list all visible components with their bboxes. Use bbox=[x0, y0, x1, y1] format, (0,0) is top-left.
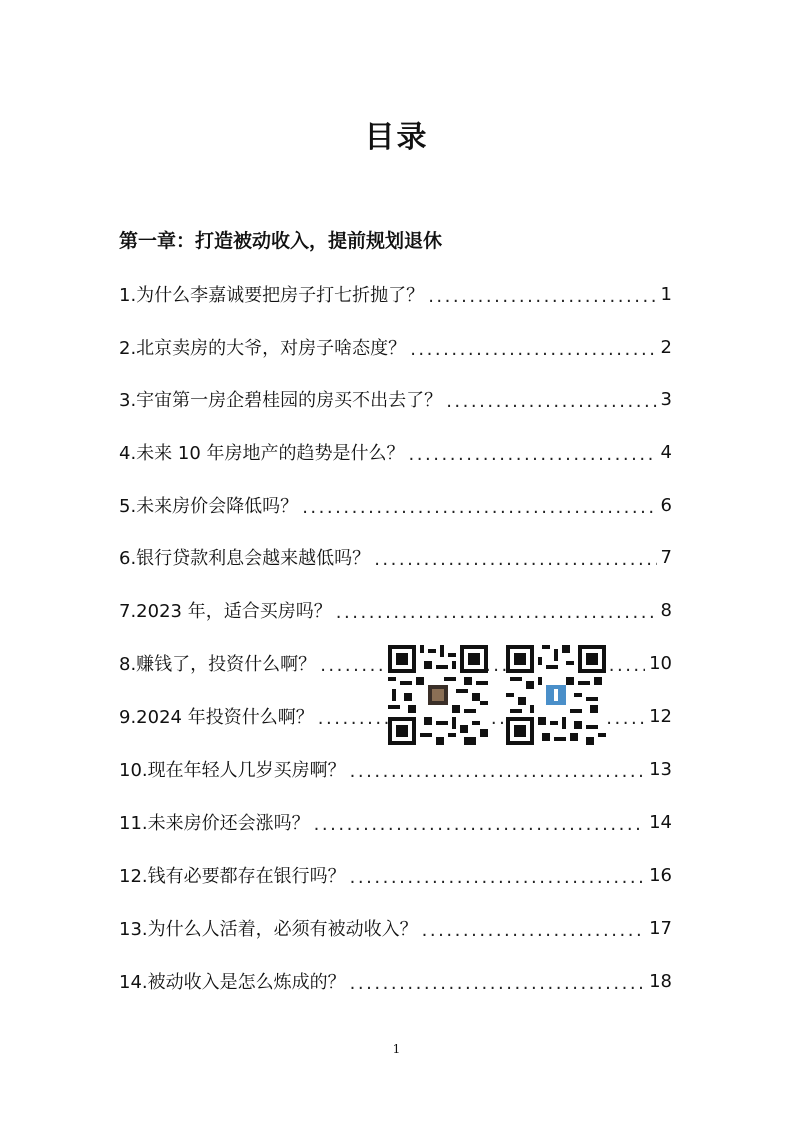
page-number: 1 bbox=[392, 1042, 401, 1056]
toc-entry-title: 9.2024 年投资什么啊？ bbox=[119, 707, 314, 728]
toc-entry[interactable] bbox=[119, 802, 672, 842]
chapter-heading: 第一章：打造被动收入，提前规划退休 bbox=[119, 230, 443, 252]
toc-entry-title: 11.未来房价还会涨吗？ bbox=[119, 813, 310, 834]
toc-leader-dots bbox=[314, 810, 645, 834]
toc-entry-title: 14.被动收入是怎么炼成的？ bbox=[119, 972, 346, 993]
toc-entry[interactable] bbox=[119, 590, 672, 630]
toc-entry[interactable] bbox=[119, 432, 672, 472]
toc-entry-page: 3 bbox=[660, 388, 672, 410]
toc-entry-page: 7 bbox=[660, 546, 672, 568]
toc-leader-dots bbox=[410, 335, 656, 359]
toc-entry-title: 4.未来 10 年房地产的趋势是什么？ bbox=[119, 443, 405, 464]
toc-entry[interactable] bbox=[119, 908, 672, 948]
toc-title: 目录 bbox=[364, 120, 429, 155]
toc-entry-title: 10.现在年轻人几岁买房啊？ bbox=[119, 760, 346, 781]
toc-entry-page: 14 bbox=[649, 811, 672, 833]
toc-entry-page: 6 bbox=[660, 494, 672, 516]
toc-entry[interactable] bbox=[119, 855, 672, 895]
qr-code-icon bbox=[506, 645, 606, 745]
toc-entry-title: 12.钱有必要都存在银行吗？ bbox=[119, 866, 346, 887]
toc-leader-dots bbox=[428, 282, 656, 306]
toc-leader-dots bbox=[302, 493, 656, 517]
toc-entry-page: 10 bbox=[649, 652, 672, 674]
toc-leader-dots bbox=[446, 387, 656, 411]
toc-leader-dots bbox=[350, 757, 645, 781]
toc-leader-dots bbox=[350, 969, 645, 993]
qr-code-icon bbox=[388, 645, 488, 745]
toc-entry-page: 4 bbox=[660, 441, 672, 463]
toc-entry-title: 7.2023 年，适合买房吗？ bbox=[119, 601, 332, 622]
toc-leader-dots bbox=[409, 440, 657, 464]
toc-entry-title: 2.北京卖房的大爷，对房子啥态度？ bbox=[119, 338, 407, 359]
toc-leader-dots bbox=[422, 916, 645, 940]
toc-entry[interactable] bbox=[119, 485, 672, 525]
toc-entry[interactable] bbox=[119, 537, 672, 577]
toc-leader-dots bbox=[350, 863, 645, 887]
toc-entry-page: 12 bbox=[649, 705, 672, 727]
toc-entry-title: 3.宇宙第一房企碧桂园的房买不出去了？ bbox=[119, 390, 443, 411]
toc-entry-page: 13 bbox=[649, 758, 672, 780]
toc-entry[interactable] bbox=[119, 379, 672, 419]
toc-entry[interactable] bbox=[119, 961, 672, 1001]
toc-entry[interactable] bbox=[119, 274, 672, 314]
toc-entry-page: 16 bbox=[649, 864, 672, 886]
toc-entry-page: 18 bbox=[649, 970, 672, 992]
toc-entry-page: 2 bbox=[660, 336, 672, 358]
toc-leader-dots bbox=[374, 545, 656, 569]
toc-entry-title: 13.为什么人活着，必须有被动收入？ bbox=[119, 919, 418, 940]
toc-entry-title: 1.为什么李嘉诚要把房子打七折抛了？ bbox=[119, 285, 425, 306]
toc-entry-page: 17 bbox=[649, 917, 672, 939]
toc-entry-title: 8.赚钱了，投资什么啊？ bbox=[119, 654, 317, 675]
toc-entry-title: 6.银行贷款利息会越来越低吗？ bbox=[119, 548, 371, 569]
toc-entry-title: 5.未来房价会降低吗？ bbox=[119, 496, 299, 517]
toc-leader-dots bbox=[336, 598, 657, 622]
toc-entry-page: 1 bbox=[660, 283, 672, 305]
toc-entry[interactable] bbox=[119, 327, 672, 367]
toc-entry[interactable] bbox=[119, 749, 672, 789]
toc-entry-page: 8 bbox=[660, 599, 672, 621]
